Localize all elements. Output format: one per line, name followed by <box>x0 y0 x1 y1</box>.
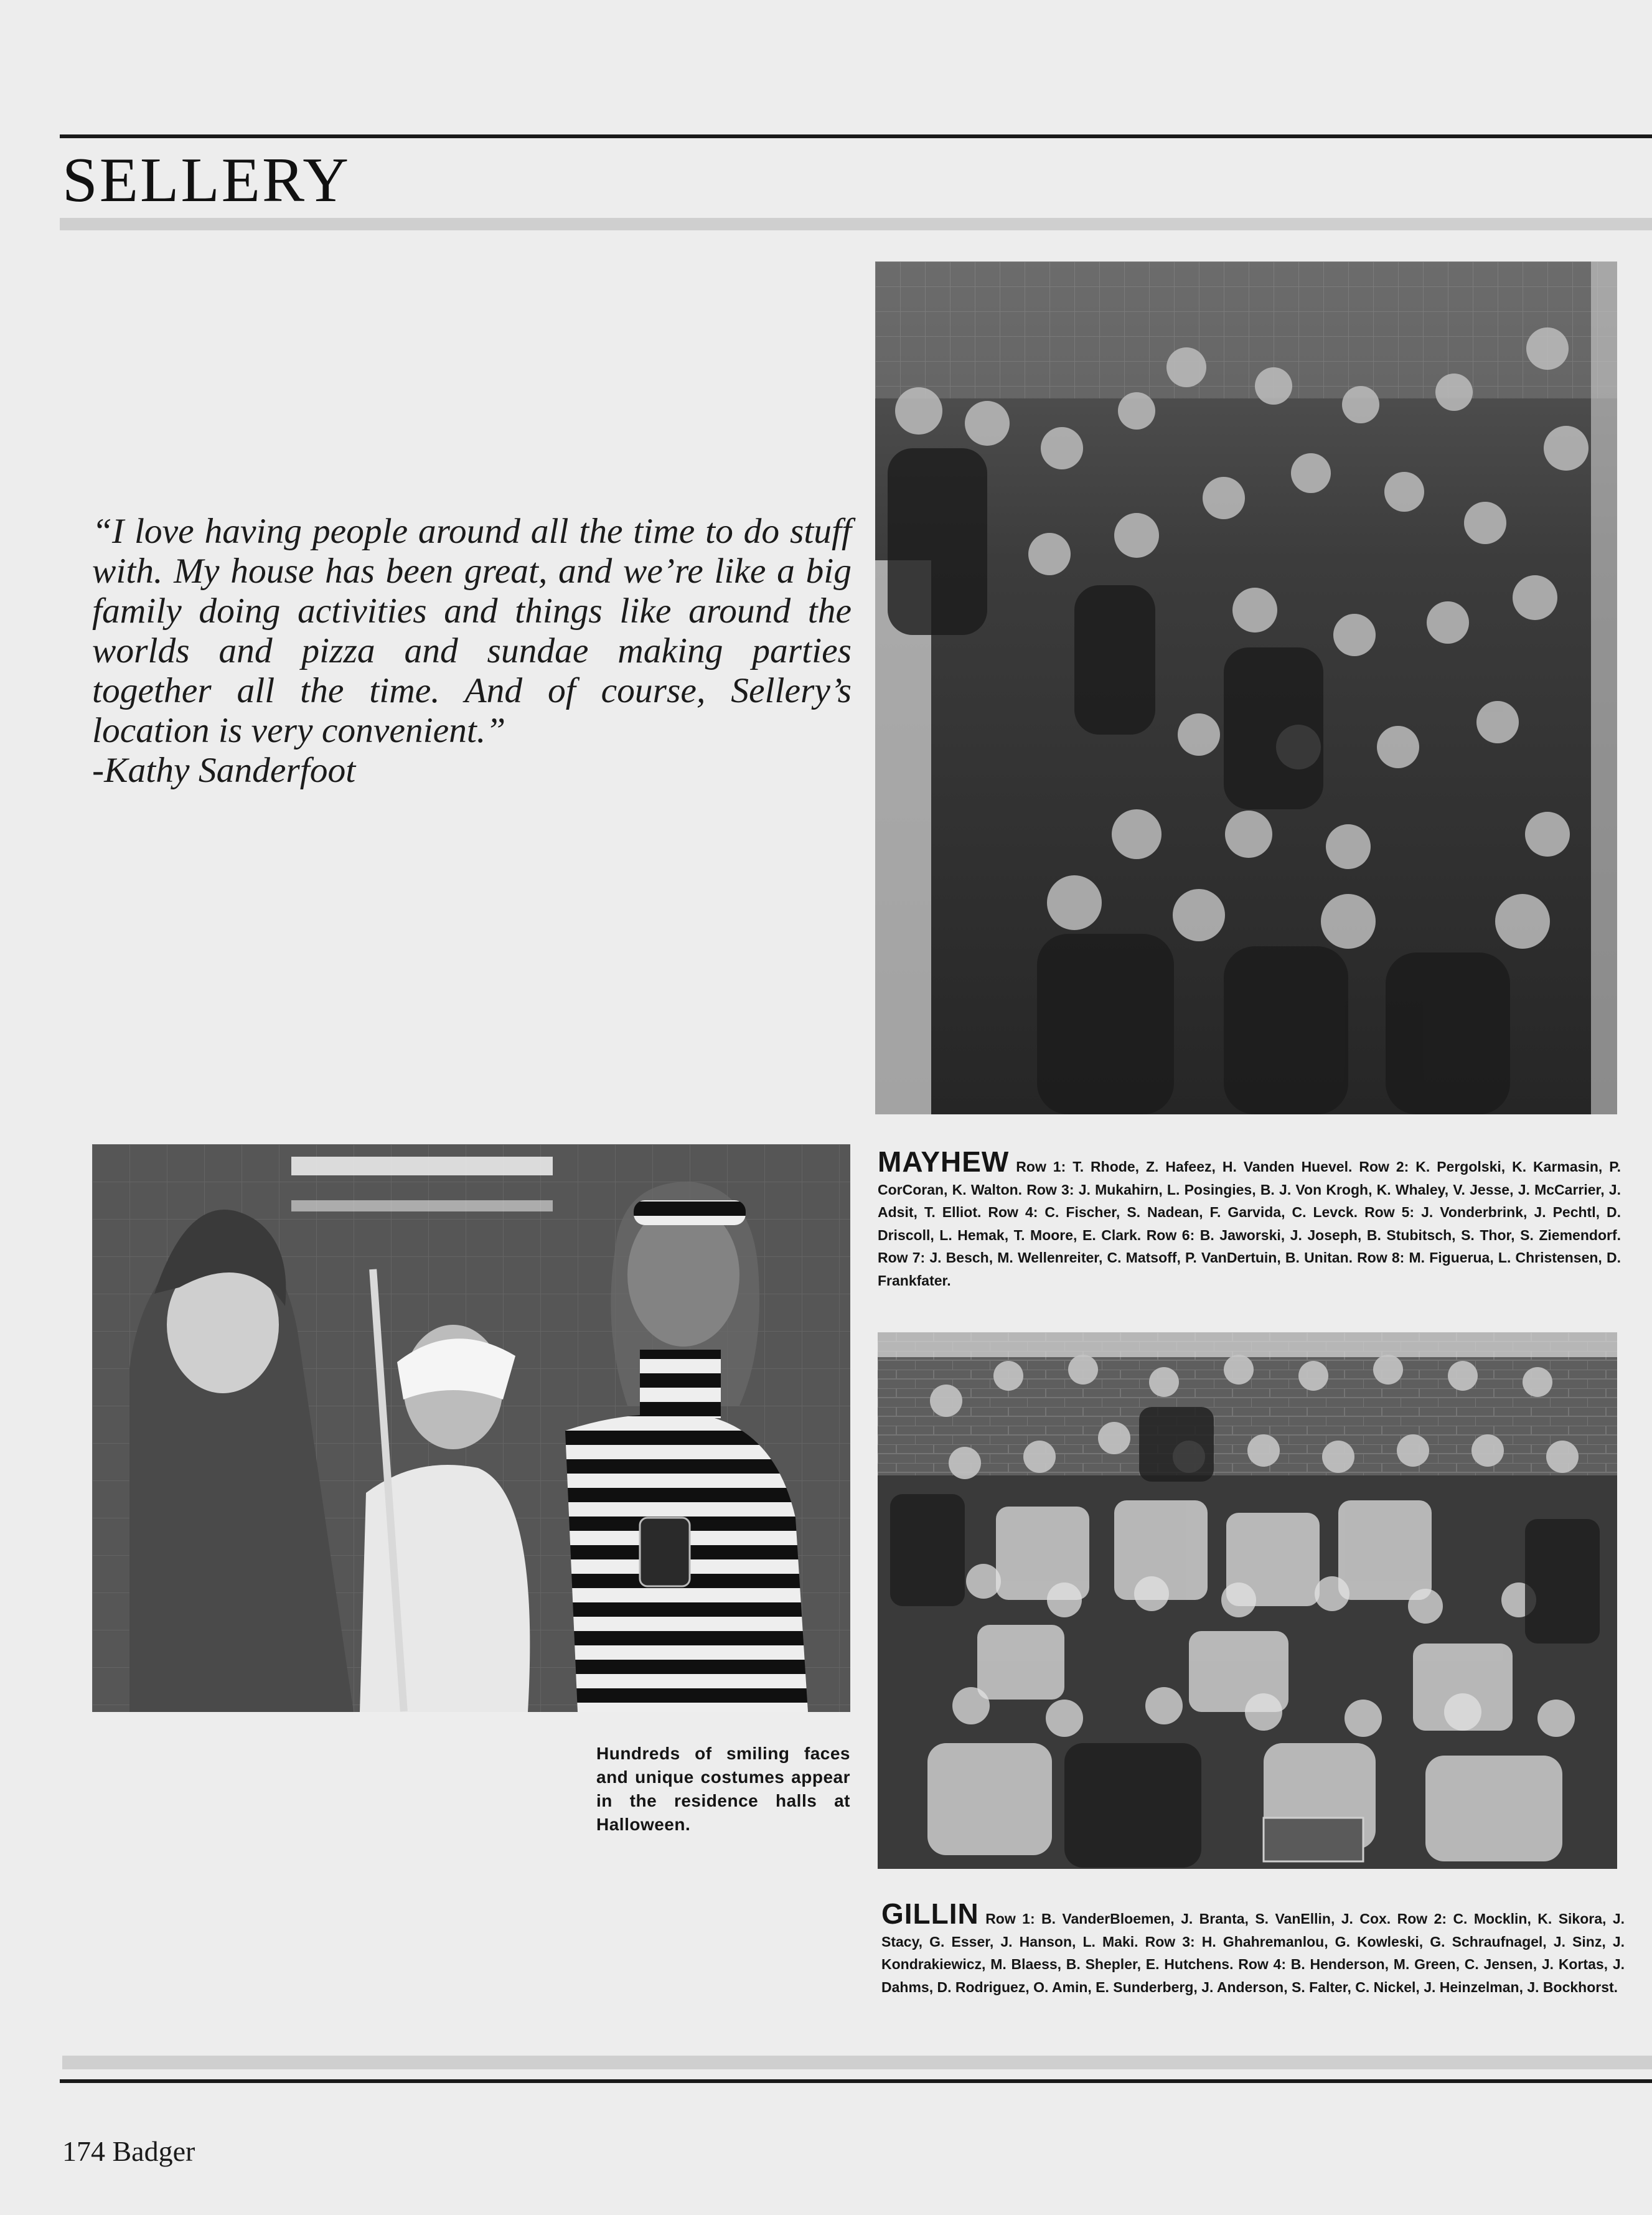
bottom-rule <box>60 2079 1652 2083</box>
bottom-band <box>62 2056 1652 2069</box>
resident-quote <box>92 512 852 791</box>
quote-text: “I love having people around all the time to do stuff with. My house has been great, and we’re like a big family doing activities and things like around the worlds and pizza and sundae making parties together all the time. And of course, Sellery’s location is very convenient.” <box>92 512 852 750</box>
gillin-caption <box>881 1898 1625 1998</box>
mayhew-group-photo <box>875 261 1617 1114</box>
gillin-name: GILLIN <box>881 1898 979 1930</box>
mayhew-caption <box>878 1145 1621 1292</box>
quote-author: -Kathy Sanderfoot <box>92 751 356 790</box>
mayhew-name: MAYHEW <box>878 1145 1010 1178</box>
top-rule <box>60 134 1652 138</box>
gillin-roster: Row 1: B. VanderBloemen, J. Branta, S. VanEllin, J. Cox. Row 2: C. Mocklin, K. Sikora, J. Stacy, G. Esser, J. Hanson, L. Maki. Row 3: H. Ghahremanlou, G. Kowleski, G. Schraufnagel, J. Sinz, J. Kondrakiewicz, M. Blaess, B. Shepler, E. Hutchens. Row 4: B. Henderson, M. Green, C. Jensen, J. Kortas, J. Dahms, D. Rodriguez, O. Amin, E. Sunderberg, J. Anderson, S. Falter, C. Nickel, J. Heinzelman, J. Bockhorst. <box>881 1911 1625 1995</box>
gillin-group-photo <box>878 1332 1617 1869</box>
page-folio: 174 Badger <box>62 2135 195 2167</box>
halloween-caption: Hundreds of smiling faces and unique costumes appear in the residence halls at Halloween. <box>596 1744 850 1834</box>
section-title: SELLERY <box>62 145 351 215</box>
mayhew-roster: Row 1: T. Rhode, Z. Hafeez, H. Vanden Huevel. Row 2: K. Pergolski, K. Karmasin, P. CorCoran, K. Walton. Row 3: J. Mukahirn, L. Posingies, B. J. Von Krogh, K. Whaley, V. Jesse, J. McCarrier, J. Adsit, T. Elliot. Row 4: C. Fischer, S. Nadean, F. Garvida, C. Levck. Row 5: J. Vonderbrink, J. Pechtl, D. Driscoll, L. Hemak, T. Moore, E. Clark. Row 6: B. Jaworski, J. Joseph, B. Stubitsch, S. Thor, S. Ziemendorf. Row 7: J. Besch, M. Wellenreiter, C. Matsoff, P. VanDertuin, B. Unitan. Row 8: M. Figuerua, L. Christensen, D. Frankfater. <box>878 1159 1621 1289</box>
title-band <box>60 218 1652 230</box>
halloween-costume-photo <box>92 1144 850 1712</box>
